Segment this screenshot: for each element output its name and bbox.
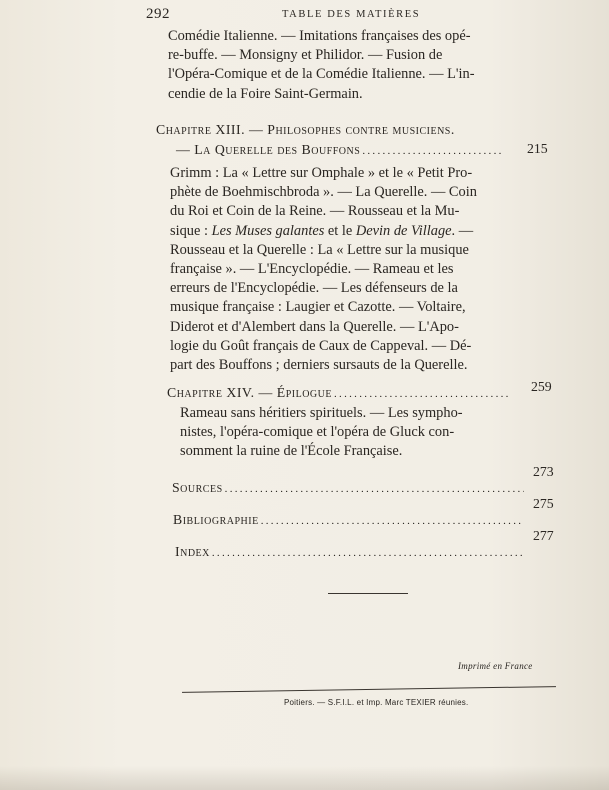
chapter-13-heading [156, 122, 516, 138]
running-head: TABLE DES MATIÈRES [282, 9, 421, 20]
page-shadow [0, 766, 609, 790]
chapter-13-heading-line2 [176, 142, 504, 158]
text-line: part des Bouffons ; derniers sursauts de la Querelle. [170, 357, 468, 374]
text-line [170, 222, 520, 241]
text-line: française ». — L'Encyclopédie. — Rameau et les [170, 261, 454, 278]
index-entry [175, 544, 524, 560]
text-line: cendie de la Foire Saint-Germain. [168, 85, 363, 102]
text-line: l'Opéra-Comique et de la Comédie Italienne. — L'in- [168, 66, 475, 83]
leader-dots [334, 388, 510, 400]
text-run: et le [324, 222, 356, 239]
chapter-13-title-line1: Chapitre XIII. — Philosophes contre musiciens. [156, 122, 455, 137]
index-label: Index [175, 544, 210, 559]
text-run: . — [451, 222, 474, 239]
chapter-14-summary [180, 404, 524, 462]
text-run: sique : [170, 222, 212, 239]
leader-dots [261, 515, 523, 527]
chapter-13-title-line2: — La Querelle des Bouffons [176, 142, 361, 157]
sources-entry [172, 480, 524, 496]
intro-paragraph [168, 27, 518, 104]
chapter-14-title: Chapitre XIV. — Épilogue [167, 385, 332, 400]
text-line: du Roi et Coin de la Reine. — Rousseau et la Mu- [170, 203, 460, 220]
text-line: musique française : Laugier et Cazotte. — Voltaire, [170, 299, 466, 316]
sources-page: 273 [533, 464, 554, 479]
leader-dots [225, 483, 524, 495]
index-page: 277 [533, 528, 554, 543]
page-number: 292 [146, 6, 170, 22]
text-line: Comédie Italienne. — Imitations françaises des opé- [168, 28, 471, 44]
text-line: Rousseau et la Querelle : La « Lettre sur la musique [170, 241, 469, 258]
text-line: logie du Goût français de Caux de Cappeval. — Dé- [170, 337, 472, 354]
imprint-note: Imprimé en France [458, 661, 533, 671]
text-line: Diderot et d'Alembert dans la Querelle. — L'Apo- [170, 318, 459, 335]
text-line: somment la ruine de l'École Française. [180, 443, 403, 460]
text-line: re-buffe. — Monsigny et Philidor. — Fusion de [168, 47, 443, 64]
text-line: Grimm : La « Lettre sur Omphale » et le « Petit Pro- [170, 165, 473, 181]
end-rule [328, 593, 408, 594]
leader-dots [212, 547, 524, 559]
chapter-14-heading [167, 385, 510, 401]
page-header [146, 4, 546, 26]
chapter-13-page: 215 [527, 141, 548, 156]
sources-label: Sources [172, 480, 223, 495]
leader-dots [362, 145, 504, 157]
text-line: erreurs de l'Encyclopédie. — Les défenseurs de la [170, 280, 458, 297]
colophon-rule [182, 686, 556, 693]
title-muses-galantes: Les Muses galantes [211, 222, 325, 239]
text-line: nistes, l'opéra-comique et l'opéra de Gluck con- [180, 424, 455, 441]
text-line: Rameau sans héritiers spirituels. — Les sympho- [180, 405, 463, 421]
printer-line: Poitiers. — S.F.I.L. et Imp. Marc TEXIER réunies. [284, 698, 469, 707]
chapter-14-page: 259 [531, 379, 552, 394]
bibliographie-page: 275 [533, 496, 554, 511]
bibliographie-label: Bibliographie [173, 512, 259, 527]
title-devin-de-village: Devin de Village [355, 222, 452, 239]
chapter-13-summary [170, 164, 520, 375]
bibliographie-entry [173, 512, 523, 528]
text-line: phète de Boehmischbroda ». — La Querelle. — Coin [170, 184, 477, 201]
